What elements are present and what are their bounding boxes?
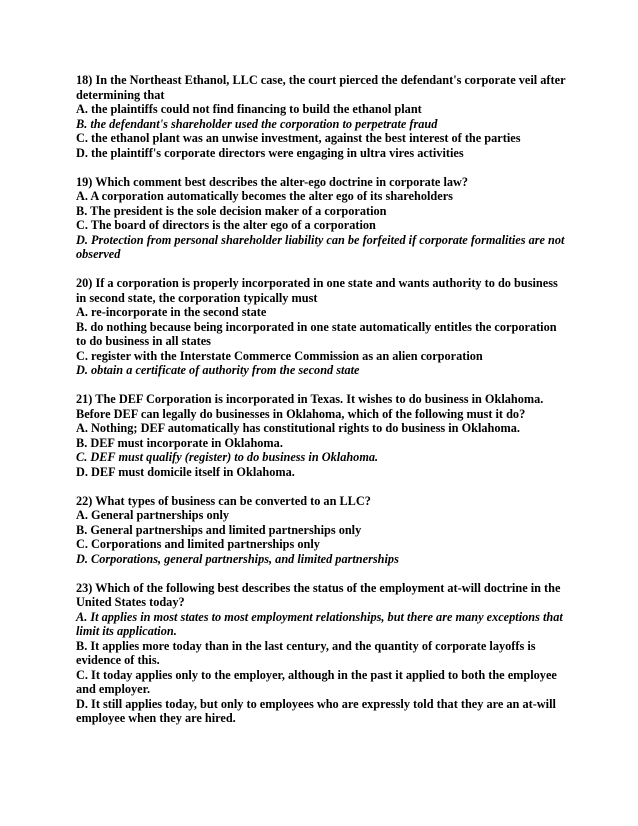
question-23 (76, 581, 566, 726)
answer-option: C. It today applies only to the employer, although in the past it applied to both the employee and employer. (76, 667, 557, 696)
answer-option: A. re-incorporate in the second state (76, 305, 267, 319)
correct-answer-option: D. obtain a certificate of authority from the second state (76, 363, 360, 377)
answer-option: A. General partnerships only (76, 508, 230, 522)
answer-option: A. Nothing; DEF automatically has constitutional rights to do business in Oklahoma. (76, 421, 521, 435)
question-stem: 20) If a corporation is properly incorporated in one state and wants authority to do business in second state, the corporation typically must (76, 276, 558, 305)
answer-option: D. the plaintiff's corporate directors were engaging in ultra vires activities (76, 145, 464, 160)
correct-answer-option: A. It applies in most states to most employment relationships, but there are many exceptions that limit its application. (76, 609, 563, 638)
question-stem: 19) Which comment best describes the alter-ego doctrine in corporate law? (76, 174, 469, 189)
question-stem: 21) The DEF Corporation is incorporated in Texas. It wishes to do business in Oklahoma. Before DEF can legally do businesses in Oklahoma, which of the following must it do? (76, 392, 544, 421)
answer-option: C. The board of directors is the alter ego of a corporation (76, 218, 376, 232)
answer-option: C. the ethanol plant was an unwise investment, against the best interest of the parties (76, 131, 521, 145)
answer-option: A. A corporation automatically becomes the alter ego of its shareholders (76, 189, 453, 203)
question-20 (76, 276, 566, 378)
question-stem: 18) In the Northeast Ethanol, LLC case, the court pierced the defendant's corporate veil after determining that (76, 73, 566, 102)
question-21 (76, 392, 566, 479)
correct-answer-option: B. the defendant's shareholder used the corporation to perpetrate fraud (76, 116, 438, 131)
answer-option: B. do nothing because being incorporated in one state automatically entitles the corporation to do business in all states (76, 319, 557, 348)
question-22 (76, 494, 566, 567)
answer-option: B. DEF must incorporate in Oklahoma. (76, 435, 283, 450)
question-stem: 22) What types of business can be converted to an LLC? (76, 493, 371, 508)
answer-option: D. It still applies today, but only to employees who are expressly told that they are an at-will employee when they are hired. (76, 696, 556, 725)
answer-option: D. DEF must domicile itself in Oklahoma. (76, 464, 295, 479)
correct-answer-option: C. DEF must qualify (register) to do business in Oklahoma. (76, 450, 379, 464)
question-18 (76, 73, 566, 160)
answer-option: B. It applies more today than in the last century, and the quantity of corporate layoffs is evidence of this. (76, 638, 536, 667)
answer-option: C. Corporations and limited partnerships only (76, 537, 320, 551)
answer-option: A. the plaintiffs could not find financing to build the ethanol plant (76, 102, 422, 116)
document-page (76, 73, 566, 740)
answer-option: B. The president is the sole decision maker of a corporation (76, 203, 387, 218)
correct-answer-option: D. Protection from personal shareholder liability can be forfeited if corporate formalities are not observed (76, 232, 565, 261)
question-stem: 23) Which of the following best describes the status of the employment at-will doctrine in the United States today? (76, 580, 561, 609)
answer-option: C. register with the Interstate Commerce Commission as an alien corporation (76, 348, 483, 363)
correct-answer-option: D. Corporations, general partnerships, and limited partnerships (76, 551, 399, 566)
answer-option: B. General partnerships and limited partnerships only (76, 522, 362, 537)
question-19 (76, 175, 566, 262)
